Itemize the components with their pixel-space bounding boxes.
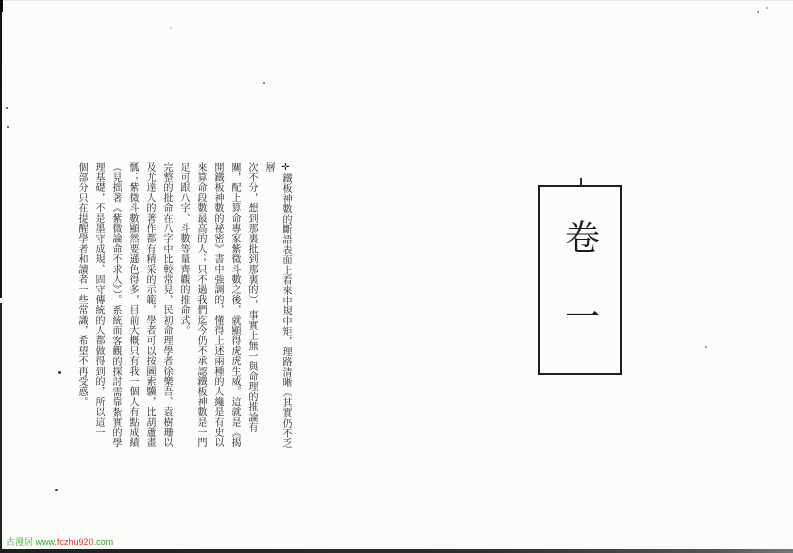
text-column: 個部分只在提醒學者和讀者一些常識，希望不再受惑。 [76,162,87,407]
scan-speck [705,346,707,348]
text-column: （見拙著《紫微論命不求人》）。系統而客觀的探討需靠紮實的學 [110,162,121,448]
scan-speck [263,82,265,84]
scan-speck [766,7,768,9]
watermark-tld: .com [93,537,114,547]
volume-title: 卷一 [560,219,600,377]
text-column: 及尤達人的著作都有精采的示範，學者可以按圖索驥，比葫蘆畫 [144,162,155,448]
text-column: 來算命段數最高的人；只不過我們迄今仍不承認鐵板神數是一門 [195,162,206,448]
scan-speck [170,27,172,29]
text-column: 次不分，想到那裏批到那裏的），事實上無一與命理的推論有 [246,162,257,433]
scan-speck [58,371,61,374]
watermark-domain: fczhu920 [57,537,94,547]
volume-box-tick [580,178,582,185]
scan-corner-mark [0,0,3,12]
text-column: ✛鐵板神數的斷語表面上看來中規中矩，理路清晰（其實仍不乏層 [263,162,291,449]
watermark [6,537,113,548]
text-column: 足可跟八字、斗數等量齊觀的推命式。 [178,162,189,336]
watermark-site-name: 古漫居 [6,537,34,547]
scan-top-edge [0,0,793,1]
text-column: 關，配上算命專家紫微斗數之後，就顯得虎虎生威。這就是《揭 [229,162,240,448]
body-text [76,162,294,462]
text-column: 開鐵板神數的祕密》書中強調的，懂得上述兩種的人纔是有史以 [212,162,223,448]
text-column: 理基礎，不是墨守成規、固守傳統的人都做得到的，所以這一 [93,162,104,438]
watermark-www: www. [33,537,58,547]
scan-speck [6,107,8,109]
text-column: 瓢；紫微斗數顯然要遜色得多，目前大概只有我一個人有點成績 [127,162,138,448]
text-column: 完整的批命在八字中比較常見，民初命理學者徐樂吾、袁樹珊以 [161,162,172,448]
scan-speck [55,489,58,491]
scan-left-edge [0,0,2,298]
scan-bottom-edge [0,549,793,553]
scan-left-edge [0,303,2,549]
scan-speck [7,126,9,128]
volume-box [538,185,622,375]
scan-speck [757,11,759,13]
